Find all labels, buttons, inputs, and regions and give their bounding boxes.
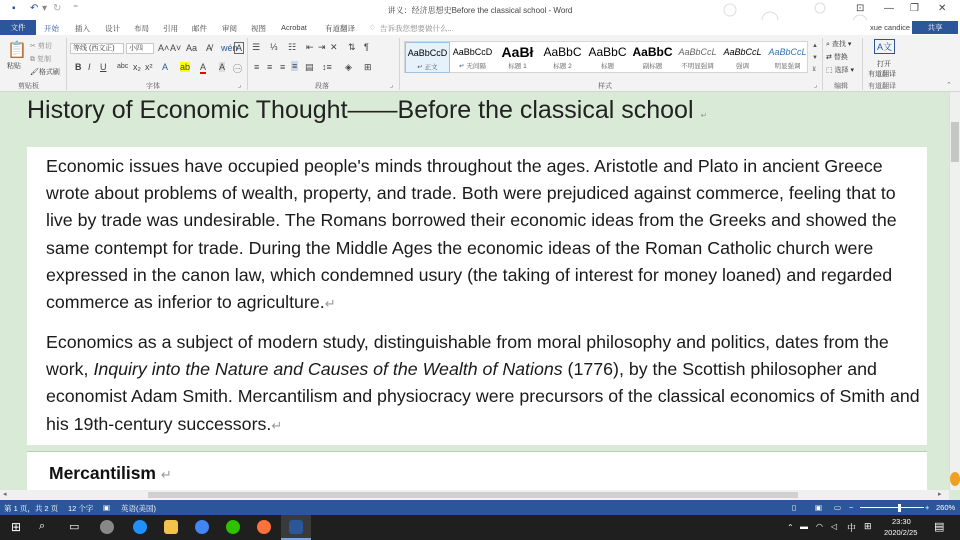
lightbulb-icon: ♢ bbox=[369, 23, 376, 32]
minimize-icon[interactable]: — bbox=[884, 3, 894, 14]
window-title: 讲义：经济思想史Before the classical school - Word bbox=[387, 6, 573, 15]
heading-text: History of Economic Thought——Before the classical school bbox=[27, 96, 694, 124]
tab-design[interactable]: 设计 bbox=[105, 24, 120, 33]
enclose-characters-icon[interactable]: ㊀ bbox=[233, 64, 243, 74]
ime-indicator[interactable]: 中 bbox=[847, 523, 857, 533]
tab-youdao[interactable]: 有道翻译 bbox=[325, 24, 355, 33]
multilevel-list-icon[interactable]: ☷ bbox=[288, 42, 297, 52]
style-intense-emphasis[interactable] bbox=[765, 42, 810, 73]
proofing-icon[interactable]: ▣ bbox=[103, 503, 111, 512]
print-layout-icon[interactable]: ▣ bbox=[815, 503, 823, 512]
select-label: 选择 bbox=[834, 67, 849, 74]
paragraph-2[interactable] bbox=[46, 329, 922, 439]
style-preview: AaBbC bbox=[632, 45, 673, 59]
shrink-font-icon[interactable]: A˅ bbox=[170, 43, 182, 53]
separator bbox=[822, 38, 823, 90]
styles-group-label: 样式 bbox=[598, 83, 612, 90]
style-no-spacing[interactable] bbox=[450, 42, 495, 73]
clear-formatting-icon[interactable]: A̸ bbox=[206, 43, 213, 53]
line-spacing-icon[interactable]: ↕≡ bbox=[322, 62, 332, 72]
editing-group-label: 编辑 bbox=[834, 83, 848, 90]
style-name: 明显强调 bbox=[774, 63, 801, 70]
separator bbox=[66, 38, 67, 90]
styles-scroll-up-icon[interactable]: ▲ bbox=[812, 43, 818, 49]
tab-view[interactable]: 视图 bbox=[251, 24, 266, 33]
format-painter-button[interactable]: 🖌格式刷 bbox=[30, 69, 60, 76]
style-preview: AaBbCcL bbox=[768, 47, 807, 57]
customize-qat-icon[interactable]: ⁼ bbox=[73, 3, 79, 14]
style-preview: AaBł bbox=[501, 45, 534, 59]
app-icon[interactable] bbox=[100, 520, 114, 534]
tab-mailings[interactable]: 邮件 bbox=[192, 24, 207, 33]
distributed-icon[interactable]: ▤ bbox=[305, 62, 314, 72]
style-normal[interactable] bbox=[405, 42, 450, 73]
style-subtle-emphasis[interactable] bbox=[675, 42, 720, 73]
separator bbox=[399, 38, 400, 90]
superscript-icon[interactable]: x² bbox=[145, 62, 153, 72]
style-subtitle[interactable] bbox=[630, 42, 675, 73]
paragraph-mark: ↵ bbox=[271, 417, 283, 433]
chinese-layout-icon[interactable]: ✕ bbox=[330, 42, 338, 52]
style-preview: AaBbCcD bbox=[452, 47, 493, 57]
close-icon[interactable]: ✕ bbox=[938, 3, 947, 14]
style-name: 副标题 bbox=[642, 63, 663, 70]
section-heading[interactable] bbox=[49, 463, 172, 484]
scroll-left-icon[interactable]: ◂ bbox=[3, 491, 7, 498]
styles-dialog-icon[interactable]: ⌟ bbox=[814, 82, 818, 89]
sort-icon[interactable]: ⇅ bbox=[348, 42, 356, 52]
replace-button[interactable]: ⇄ 替换 bbox=[826, 54, 848, 61]
align-center-icon[interactable]: ≡ bbox=[267, 62, 273, 72]
bullets-icon[interactable]: ☰ bbox=[252, 42, 261, 52]
format-painter-label: 格式刷 bbox=[38, 69, 60, 76]
cut-label: 剪切 bbox=[37, 43, 52, 50]
styles-scroll-down-icon[interactable]: ▼ bbox=[812, 55, 818, 61]
translate-icon[interactable]: A文 bbox=[874, 39, 895, 54]
show-marks-icon[interactable]: ¶ bbox=[364, 42, 369, 52]
book-title: Inquiry into the Nature and Causes of the Wealth of Nations bbox=[93, 359, 563, 380]
separator bbox=[862, 38, 863, 90]
grow-font-icon[interactable]: A˄ bbox=[158, 43, 170, 53]
font-group-label: 字体 bbox=[146, 83, 160, 90]
wifi-icon[interactable]: ◠ bbox=[816, 522, 823, 531]
chrome-icon[interactable] bbox=[195, 520, 209, 534]
paragraph-mark: ↵ bbox=[324, 296, 336, 312]
paragraph-2-text-b: (1776), by the Scottish philosopher and economist Adam Smith. Mercantilism and physiocracy were precursors of the classical economics of Smith and his 19th-century successors. bbox=[46, 359, 920, 434]
style-heading-1[interactable] bbox=[495, 42, 540, 73]
decrease-indent-icon[interactable]: ⇤ bbox=[306, 42, 314, 52]
word-icon bbox=[289, 520, 303, 534]
horizontal-scrollbar[interactable] bbox=[0, 490, 949, 500]
style-name: 标题 bbox=[601, 63, 614, 70]
document-heading[interactable] bbox=[27, 96, 707, 125]
zoom-slider[interactable] bbox=[860, 507, 924, 508]
subscript-icon[interactable]: x₂ bbox=[133, 62, 141, 72]
style-emphasis[interactable] bbox=[720, 42, 765, 73]
floating-tool-icon[interactable] bbox=[950, 472, 960, 486]
copy-label: 复制 bbox=[36, 56, 51, 63]
text-effects-icon[interactable]: A bbox=[162, 62, 169, 72]
style-heading-2[interactable] bbox=[540, 42, 585, 73]
save-icon[interactable]: ▪ bbox=[12, 3, 16, 14]
task-view-icon[interactable]: ▭ bbox=[69, 521, 80, 533]
edge-icon[interactable] bbox=[133, 520, 147, 534]
style-preview: AaBbC bbox=[543, 45, 582, 59]
font-dialog-icon[interactable]: ⌟ bbox=[238, 82, 242, 89]
change-case-icon[interactable]: Aa bbox=[186, 43, 198, 53]
undo-icon[interactable]: ↶ bbox=[30, 3, 39, 14]
style-preview: AaBbCcL bbox=[723, 47, 762, 57]
file-explorer-icon[interactable] bbox=[164, 520, 178, 534]
collapse-ribbon-icon[interactable]: ⌃ bbox=[946, 82, 952, 89]
tab-review[interactable]: 审阅 bbox=[222, 24, 237, 33]
font-color-icon[interactable]: A bbox=[200, 62, 207, 72]
paragraph-group-label: 段落 bbox=[315, 83, 329, 90]
page-content[interactable] bbox=[27, 147, 927, 445]
document-area[interactable] bbox=[0, 92, 949, 490]
ime-mode-icon[interactable]: ⊞ bbox=[864, 521, 872, 531]
highlight-icon[interactable]: ab bbox=[180, 62, 191, 72]
italic-icon[interactable]: I bbox=[88, 62, 91, 72]
ribbon-display-icon[interactable]: ⊡ bbox=[856, 3, 865, 14]
style-preview: AaBbCcL bbox=[678, 47, 717, 57]
borders-icon[interactable]: ⊞ bbox=[364, 62, 372, 72]
paragraph-dialog-icon[interactable]: ⌟ bbox=[390, 82, 394, 89]
increase-indent-icon[interactable]: ⇥ bbox=[318, 42, 326, 52]
numbering-icon[interactable]: ⅓ bbox=[270, 42, 278, 52]
wechat-icon[interactable] bbox=[226, 520, 240, 534]
copy-button[interactable]: ⧉ 复制 bbox=[30, 56, 51, 63]
strikethrough-icon[interactable]: abc bbox=[117, 63, 129, 70]
zoom-level[interactable]: 260% bbox=[936, 503, 956, 512]
style-name: 标题 1 bbox=[508, 63, 527, 70]
tab-references[interactable]: 引用 bbox=[163, 24, 178, 33]
clipboard-group-label: 剪贴板 bbox=[18, 83, 39, 90]
paragraph-1-text: Economic issues have occupied people's minds throughout the ages. Aristotle and Plato in ancient Greece wrote about problems of wealth, property, and trade. Both were prejudiced against commerce, feeling that to live by trade was undesirable. The Romans borrowed their economic ideas from the Greeks and showed the same contempt for trade. During the Middle Ages the economic ideas of the Roman Catholic church were expressed in the canon law, which condemned usury (the taking of interest for money loaned) and regarded commerce as inferior to agriculture. bbox=[46, 156, 897, 313]
replace-label: 替换 bbox=[833, 54, 848, 61]
tray-app-icon[interactable]: ▬ bbox=[800, 522, 808, 531]
notifications-icon[interactable]: ▤ bbox=[934, 521, 945, 533]
scroll-right-icon[interactable]: ▸ bbox=[938, 491, 942, 498]
page-count[interactable]: 第 1 页，共 2 页 bbox=[4, 504, 59, 513]
font-size-dropdown[interactable]: 小四 bbox=[126, 43, 154, 54]
scrollbar-thumb[interactable] bbox=[951, 122, 959, 162]
font-name-dropdown[interactable]: 等线 (西文正) bbox=[70, 43, 124, 54]
align-right-icon[interactable]: ≡ bbox=[280, 62, 286, 72]
cut-button[interactable]: ✂ 剪切 bbox=[30, 43, 52, 50]
paragraph-2-text-a: Economics as a subject of modern study, distinguishable from moral philosophy and politics, dates from the work, bbox=[46, 332, 889, 380]
align-left-icon[interactable]: ≡ bbox=[254, 62, 260, 72]
phonetic-guide-icon[interactable]: wén bbox=[221, 43, 238, 53]
search-icon[interactable]: ⌕ bbox=[39, 520, 46, 532]
style-preview: AaBbC bbox=[588, 45, 627, 59]
language-indicator[interactable]: 英语(美国) bbox=[121, 504, 156, 513]
separator bbox=[247, 38, 248, 90]
dropdown-arrow-icon[interactable]: ▾ bbox=[42, 3, 48, 14]
section-heading-text: Mercantilism bbox=[49, 463, 156, 483]
paste-icon[interactable]: 📋 bbox=[7, 42, 27, 59]
style-title[interactable] bbox=[585, 42, 630, 73]
character-border-icon[interactable]: A bbox=[236, 43, 243, 53]
zoom-out-icon[interactable]: − bbox=[849, 503, 854, 512]
clock-time[interactable]: 23:30 bbox=[892, 517, 911, 526]
firefox-icon[interactable] bbox=[257, 520, 271, 534]
taskbar bbox=[0, 515, 960, 540]
bold-icon[interactable]: B bbox=[75, 62, 82, 72]
share-label: 共享 bbox=[927, 23, 943, 32]
ribbon-tabs bbox=[0, 20, 960, 35]
paragraph-mark: ↵ bbox=[700, 111, 708, 120]
find-label: 查找 bbox=[831, 41, 846, 48]
style-name: ↵ 无间隔 bbox=[459, 63, 486, 70]
style-gallery bbox=[404, 41, 808, 73]
paragraph-1[interactable] bbox=[46, 153, 922, 317]
clock-date[interactable]: 2020/2/25 bbox=[884, 528, 918, 537]
word-count[interactable]: 12 个字 bbox=[68, 504, 94, 513]
tray-overflow-icon[interactable]: ⌃ bbox=[787, 523, 794, 532]
character-shading-icon[interactable]: A bbox=[219, 62, 226, 72]
styles-more-icon[interactable]: ⊻ bbox=[812, 67, 817, 73]
user-name[interactable]: xue candice bbox=[870, 23, 911, 32]
shading-icon[interactable]: ◈ bbox=[345, 62, 352, 72]
tab-layout[interactable]: 布局 bbox=[134, 24, 149, 33]
volume-icon[interactable]: ◁ bbox=[831, 522, 838, 531]
tell-me-input[interactable]: 告诉我您想要做什么... bbox=[380, 24, 454, 33]
style-name: 强调 bbox=[736, 63, 749, 70]
word-taskbar-button[interactable] bbox=[281, 515, 311, 540]
vertical-scrollbar[interactable] bbox=[949, 92, 960, 490]
windows-start-icon[interactable]: ⊞ bbox=[11, 520, 22, 534]
read-mode-icon[interactable]: ▯ bbox=[792, 503, 797, 512]
status-bar bbox=[0, 500, 960, 515]
scrollbar-thumb[interactable] bbox=[148, 492, 798, 498]
tab-file[interactable]: 文件 bbox=[0, 20, 36, 35]
select-button[interactable]: ⬚ 选择 ▾ bbox=[826, 67, 855, 74]
zoom-in-icon[interactable]: + bbox=[925, 503, 930, 512]
paragraph-mark: ↵ bbox=[160, 467, 172, 482]
share-button[interactable] bbox=[912, 21, 958, 34]
style-name: 标题 2 bbox=[553, 63, 572, 70]
tab-home[interactable]: 开始 bbox=[44, 23, 59, 38]
translate-name: 有道翻译 bbox=[868, 71, 896, 78]
page-content[interactable] bbox=[27, 451, 927, 490]
redo-icon[interactable]: ↻ bbox=[53, 3, 62, 14]
underline-icon[interactable]: U bbox=[100, 62, 107, 72]
paste-button[interactable]: 粘贴 bbox=[7, 63, 21, 70]
open-translate-button[interactable]: 打开 bbox=[877, 61, 891, 68]
justify-icon[interactable]: ≡ bbox=[292, 61, 298, 71]
translate-group-label: 有道翻译 bbox=[868, 83, 896, 90]
web-layout-icon[interactable]: ▭ bbox=[834, 503, 842, 512]
style-name: ↵ 正文 bbox=[417, 64, 438, 71]
tab-insert[interactable]: 插入 bbox=[75, 24, 90, 33]
zoom-slider-thumb[interactable] bbox=[898, 504, 901, 512]
style-name: 不明显强调 bbox=[681, 63, 714, 70]
style-preview: AaBbCcD bbox=[407, 48, 448, 58]
tab-acrobat[interactable]: Acrobat bbox=[281, 23, 307, 32]
find-button[interactable]: ⌕ 查找 ▾ bbox=[826, 41, 852, 48]
title-bar bbox=[0, 0, 960, 20]
restore-icon[interactable]: ❐ bbox=[910, 3, 919, 14]
